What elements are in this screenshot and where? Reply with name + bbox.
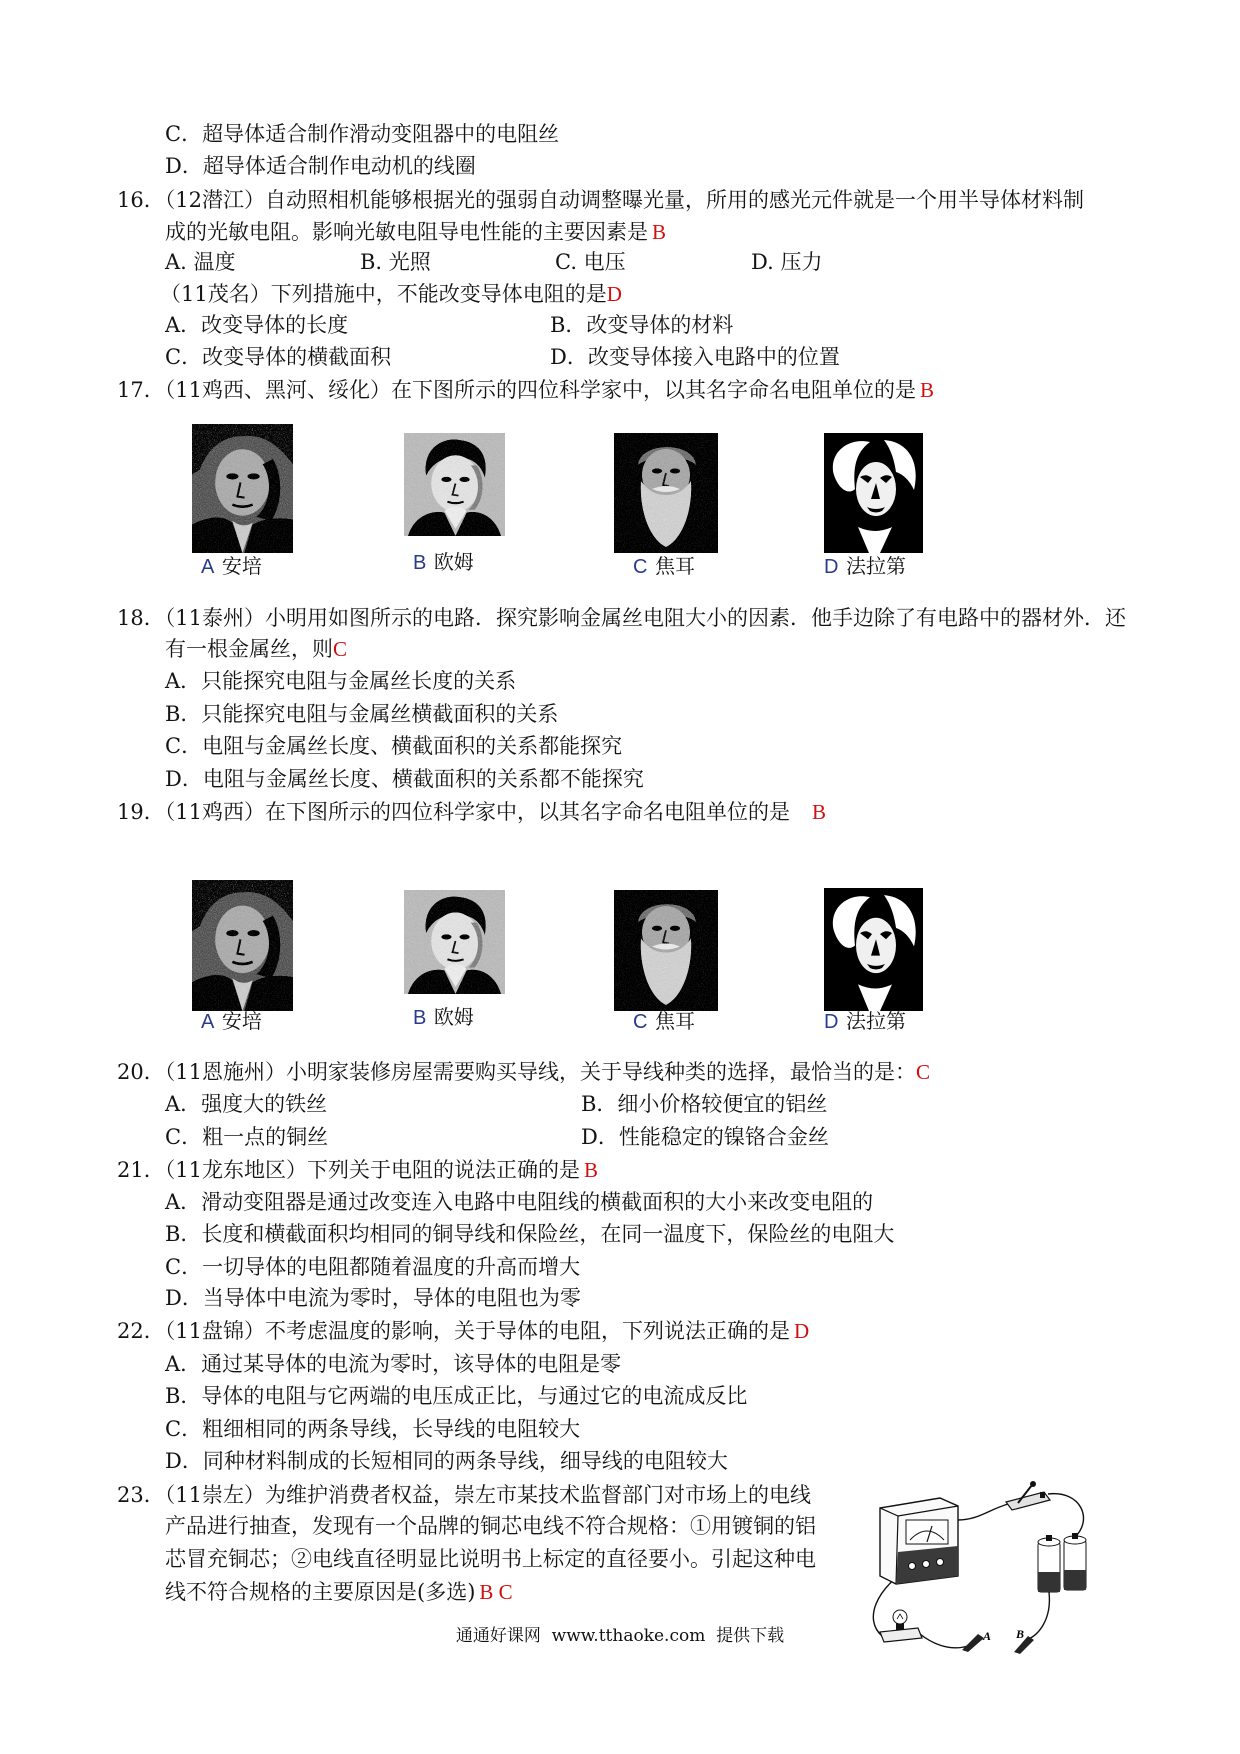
figure-name: 法拉第: [846, 1011, 907, 1033]
q20-option-b: B．细小价格较便宜的铝丝: [581, 1092, 828, 1116]
q19-stem: [117, 799, 826, 825]
q17-stem: [117, 377, 934, 403]
q19-figure-label-d: [824, 1010, 906, 1034]
portrait-faraday-icon: [824, 888, 923, 1011]
q23-stem-line-3: 芯冒充铜芯；②电线直径明显比说明书上标定的直径要小。引起这种电: [165, 1547, 816, 1571]
q16-stem-text: 成的光敏电阻。影响光敏电阻导电性能的主要因素是: [165, 220, 648, 244]
figure-name: 焦耳: [655, 556, 696, 578]
portrait-joule-icon: [614, 433, 718, 553]
portrait-faraday-icon: [824, 433, 923, 553]
q18-option-a: A．只能探究电阻与金属丝长度的关系: [165, 669, 517, 693]
q17-answer: B: [919, 378, 934, 402]
figure-letter: B: [413, 552, 427, 574]
q20-stem-text: 20．（11恩施州）小明家装修房屋需要购买导线，关于导线种类的选择，最恰当的是：: [117, 1060, 916, 1084]
q16b-option-d: D．改变导体接入电路中的位置: [550, 345, 840, 369]
q22-stem: [117, 1318, 809, 1344]
wire: [1048, 1494, 1083, 1538]
figure-letter: D: [824, 1011, 839, 1033]
q22-option-c: C．粗细相同的两条导线，长导线的电阻较大: [165, 1417, 581, 1441]
q23-stem-line-2: 产品进行抽查，发现有一个品牌的铜芯电线不符合规格：①用镀铜的铝: [165, 1514, 816, 1538]
q15-option-c: C．超导体适合制作滑动变阻器中的电阻丝: [165, 122, 560, 146]
switch-icon: [1006, 1481, 1050, 1510]
battery-icon: [1038, 1533, 1086, 1592]
figure-letter: A: [201, 556, 215, 578]
figure-letter: C: [633, 556, 648, 578]
q23-answer: B C: [479, 1580, 513, 1604]
figure-name: 欧姆: [433, 1007, 474, 1029]
q16-option-c: C. 电压: [555, 250, 626, 274]
portrait-joule-icon: [614, 890, 718, 1011]
figure-name: 安培: [221, 1011, 262, 1033]
q17-figure-label-b: [413, 551, 474, 575]
clip-b-label: B: [1016, 1627, 1025, 1641]
figure-name: 安培: [221, 556, 262, 578]
q21-option-c: C．一切导体的电阻都随着温度的升高而增大: [165, 1255, 581, 1279]
q18-answer: C: [333, 637, 348, 661]
figure-letter: B: [413, 1007, 427, 1029]
portrait-ohm-icon: [404, 890, 505, 994]
q18-option-b: B．只能探究电阻与金属丝横截面积的关系: [165, 702, 559, 726]
wire: [958, 1504, 1008, 1520]
q20-answer: C: [915, 1060, 930, 1084]
q19-figure-label-c: [633, 1010, 695, 1034]
figure-name: 欧姆: [433, 552, 474, 574]
q17-figure-label-c: [633, 555, 695, 579]
q16b-stem: [160, 281, 622, 307]
q20-option-a: A．强度大的铁丝: [165, 1092, 328, 1116]
figure-letter: A: [201, 1011, 215, 1033]
clip-a-label: A: [983, 1629, 992, 1643]
q17-figure-label-d: [824, 555, 906, 579]
q20-option-c: C．粗一点的铜丝: [165, 1125, 329, 1149]
figure-letter: D: [824, 556, 839, 578]
q22-answer: D: [793, 1319, 810, 1343]
q20-option-d: D．性能稳定的镍铬合金丝: [581, 1125, 829, 1149]
q22-stem-text: 22．（11盘锦）不考虑温度的影响，关于导体的电阻，下列说法正确的是: [117, 1319, 790, 1343]
q19-figure-label-a: [201, 1010, 262, 1034]
q17-figure-label-a: [201, 555, 262, 579]
portrait-ohm-icon: [404, 433, 505, 536]
q20-stem: [117, 1059, 930, 1085]
q22-option-d: D．同种材料制成的长短相同的两条导线，细导线的电阻较大: [165, 1449, 728, 1473]
portrait-ampere-icon: [192, 424, 293, 553]
q18-option-d: D．电阻与金属丝长度、横截面积的关系都不能探究: [165, 767, 644, 791]
q19-answer: B: [811, 800, 826, 824]
q16-answer: B: [652, 220, 667, 244]
q18-option-c: C．电阻与金属丝长度、横截面积的关系都能探究: [165, 734, 623, 758]
q21-answer: B: [583, 1158, 598, 1182]
page-footer: 通通好课网 www.tthaoke.com 提供下载: [455, 1626, 785, 1646]
q23-stem-line-4: [165, 1579, 513, 1605]
figure-name: 法拉第: [846, 556, 907, 578]
q23-stem-text: 线不符合规格的主要原因是(多选): [165, 1580, 476, 1604]
q16-stem-line-1: 16．（12潜江）自动照相机能够根据光的强弱自动调整曝光量，所用的感光元件就是一个用半导体材料制: [117, 188, 1084, 212]
q18-stem-line-1: 18．（11泰州）小明用如图所示的电路．探究影响金属丝电阻大小的因素．他手边除了有电路中的器材外．还: [117, 606, 1126, 630]
figure-letter: C: [633, 1011, 648, 1033]
q17-stem-text: 17．（11鸡西、黑河、绥化）在下图所示的四位科学家中，以其名字命名电阻单位的是: [117, 378, 916, 402]
q16b-option-c: C．改变导体的横截面积: [165, 345, 392, 369]
q19-figure-label-b: [413, 1006, 474, 1030]
q21-stem: [117, 1157, 598, 1183]
q22-option-b: B．导体的电阻与它两端的电压成正比，与通过它的电流成反比: [165, 1384, 748, 1408]
q23-stem-line-1: 23．（11崇左）为维护消费者权益，崇左市某技术监督部门对市场上的电线: [117, 1483, 811, 1507]
q22-option-a: A．通过某导体的电流为零时，该导体的电阻是零: [165, 1352, 622, 1376]
q15-option-d: D．超导体适合制作电动机的线圈: [165, 154, 476, 178]
figure-name: 焦耳: [655, 1011, 696, 1033]
q16-option-b: B. 光照: [360, 250, 431, 274]
q21-option-b: B．长度和横截面积均相同的铜导线和保险丝，在同一温度下，保险丝的电阻大: [165, 1222, 895, 1246]
q16-stem-line-2: [165, 219, 666, 245]
q16b-option-b: B．改变导体的材料: [550, 313, 734, 337]
q16b-stem-text: （11茂名）下列措施中，不能改变导体电阻的是: [160, 282, 607, 306]
q21-option-d: D．当导体中电流为零时，导体的电阻也为零: [165, 1286, 581, 1310]
q16b-answer: D: [606, 282, 622, 306]
q18-stem-line-2: [165, 636, 347, 662]
q19-stem-text: 19．（11鸡西）在下图所示的四位科学家中，以其名字命名电阻单位的是: [117, 800, 790, 824]
q21-option-a: A．滑动变阻器是通过改变连入电路中电阻线的横截面积的大小来改变电阻的: [165, 1190, 874, 1214]
q21-stem-text: 21．（11龙东地区）下列关于电阻的说法正确的是: [117, 1158, 580, 1182]
q16-option-a: A. 温度: [165, 250, 236, 274]
ammeter-icon: [880, 1498, 958, 1584]
portrait-ampere-icon: [192, 880, 293, 1011]
q18-stem-text: 有一根金属丝，则: [165, 637, 333, 661]
q16-option-d: D. 压力: [751, 250, 823, 274]
q16b-option-a: A．改变导体的长度: [165, 313, 349, 337]
